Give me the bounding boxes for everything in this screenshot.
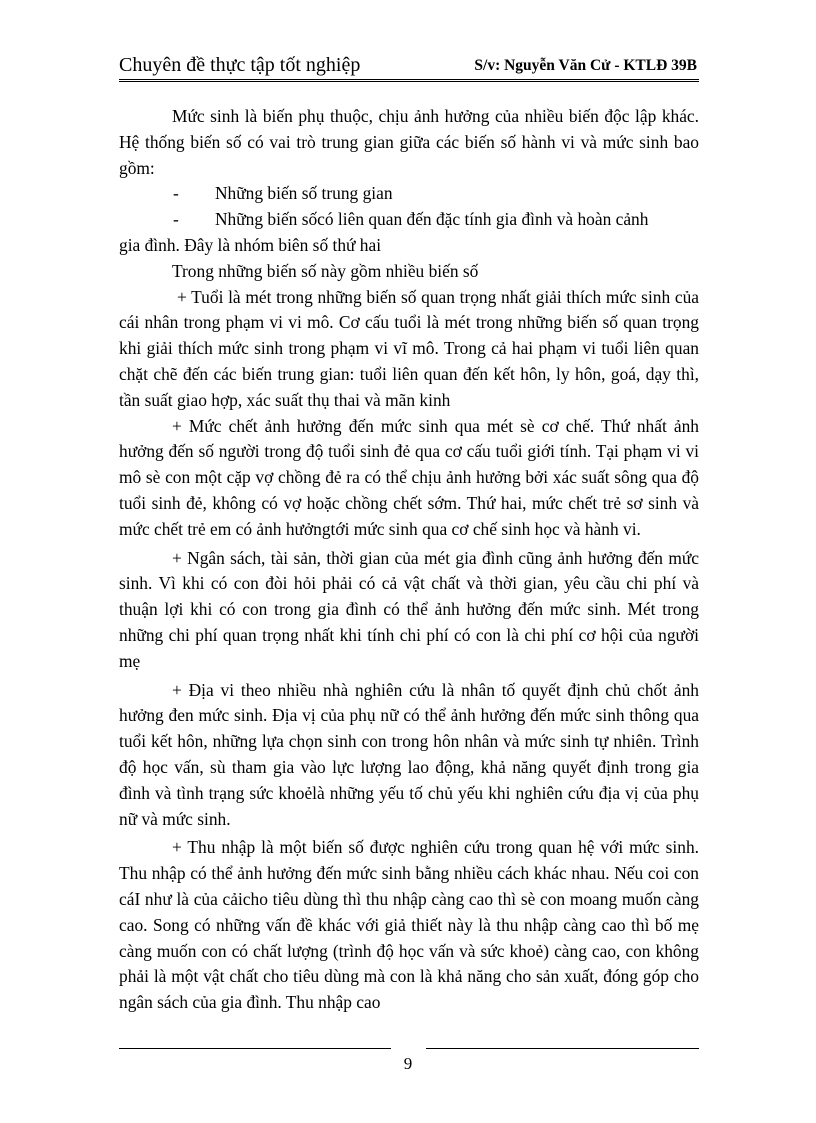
list-item (119, 207, 699, 259)
dash-bullet: - (173, 209, 179, 230)
paragraph: + Tuổi là mét trong những biến số quan trọng nhất giải thích mức sinh của cái nhân trong phạm vi vi mô. Cơ cấu tuổi là mét trong những biến số quan trọng khi giải thích mức sinh trong phạm vi vĩ mô. Trong cả hai phạm vi tuổi liên quan chặt chẽ đến các biến trung gian: tuổi liên quan đến kết hôn, ly hôn, goá, dạy thì, tần suất giao hợp, xác suất thụ thai và mãn kinh (119, 286, 699, 410)
list-item-text: Những biến sốcó liên quan đến đặc tính gia đình và hoàn cảnh (215, 209, 649, 230)
document-body (119, 104, 699, 1016)
dash-bullet: - (173, 183, 179, 204)
paragraph: + Mức chết ảnh hưởng đến mức sinh qua mét sè cơ chế. Thứ nhất ảnh hưởng đến số người trong độ tuổi sinh đẻ qua cơ cấu tuổi giới tính. Tại phạm vi vi mô sè con một cặp vợ chồng đẻ ra có thể chịu ảnh hưởng bởi xác suất sông qua độ tuổi sinh đẻ, không có vợ hoặc chồng chết sớm. Thứ hai, mức chết trẻ sơ sinh và mức chết trẻ em có ảnh hưởngtới mức sinh qua cơ chế sinh học và hành vi. (119, 415, 699, 539)
list-item-text: Những biến số trung gian (215, 183, 393, 204)
paragraph: Trong những biến số này gồm nhiều biến số (172, 260, 479, 281)
list-item-continuation: gia đình. Đây là nhóm biên số thứ hai (119, 234, 382, 255)
header-author: S/v: Nguyễn Văn Cử - KTLĐ 39B (474, 57, 697, 74)
paragraph: + Địa vi theo nhiều nhà nghiên cứu là nhân tố quyết định chủ chốt ảnh hưởng đen mức sinh. Địa vị của phụ nữ có thể ảnh hưởng đến mức sinh thông qua tuổi kết hôn, những lựa chọn sinh con trong hôn nhân và mức sinh tự nhiên. Trình độ học vấn, sù tham gia vào lực lượng lao động, khả năng quyết định trong gia đình và tình trạng sức khoẻlà những yếu tố chủ yếu khi nghiên cứu địa vị của phụ nữ và mức sinh. (119, 679, 699, 829)
page-header (119, 52, 699, 82)
footer-rule-left (119, 1048, 391, 1049)
paragraph: + Thu nhập là một biến số được nghiên cứu trong quan hệ với mức sinh. Thu nhập có thể ảnh hưởng đến mức sinh bằng nhiều cách khác nhau. Nếu coi con cáI như là của cảicho tiêu dùng thì thu nhập càng cao thì sè con moang muốn càng cao. Song có những vấn đề khác với giả thiết này là thu nhập càng cao thì bố mẹ càng muốn con có chất lượng (trình độ học vấn và sức khoẻ) càng cao, con không phải là một vật chất cho tiêu dùng mà con là khả năng cho sản xuất, đóng góp cho ngân sách của gia đình. Thu nhập cao (119, 837, 699, 1013)
paragraph-intro: Mức sinh là biến phụ thuộc, chịu ảnh hưởng của nhiều biến độc lập khác. Hệ thống biến số có vai trò trung gian giữa các biến số hành vi và mức sinh bao gồm: (119, 106, 699, 178)
list-item (119, 181, 699, 207)
header-title: Chuyên đề thực tập tốt nghiệp (119, 54, 361, 76)
paragraph: + Ngân sách, tài sản, thời gian của mét gia đình cũng ảnh hưởng đến mức sinh. Vì khi có con đòi hỏi phải có cả vật chất và thời gian, yêu cầu chi phí và thuận lợi khi có con trong gia đình có thể ảnh hưởng đến mức sinh. Mét trong những chi phí quan trọng nhất khi tính chi phí có con là chi phí cơ hội của người mẹ (119, 547, 699, 671)
footer-rule-right (426, 1048, 699, 1049)
page-number: 9 (403, 1054, 413, 1073)
